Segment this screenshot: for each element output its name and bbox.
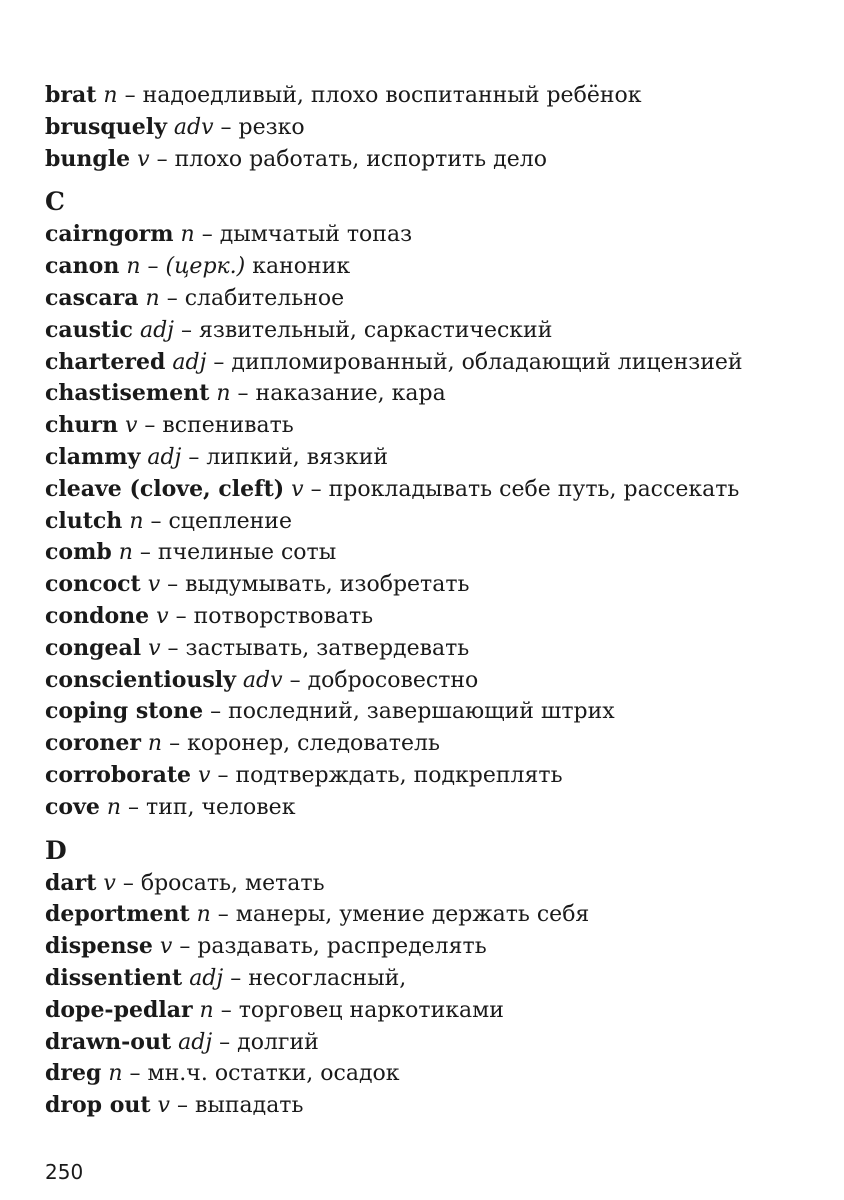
- letter-group: [45, 836, 815, 1122]
- definition: дымчатый топаз: [219, 222, 413, 248]
- headword: coping stone: [45, 698, 204, 725]
- definition: несогласный,: [248, 965, 407, 991]
- letter-group: [45, 80, 815, 175]
- headword: cairngorm: [45, 221, 174, 248]
- glossary-entry: coping stone – последний, завершающий штрих: [45, 698, 615, 725]
- definition: застывать, затвердевать: [185, 635, 470, 661]
- glossary-entry: chartered adj – дипломированный, обладающий лицензией: [45, 348, 743, 375]
- part-of-speech: v: [147, 572, 161, 598]
- glossary-entry: corroborate v – подтверждать, подкреплять: [45, 761, 563, 788]
- definition: дипломированный, обладающий лицензией: [231, 349, 743, 375]
- definition: подтверждать, подкреплять: [235, 762, 563, 788]
- definition: надоедливый, плохо воспитанный ребёнок: [142, 83, 642, 108]
- headword: dissentient: [45, 964, 183, 991]
- glossary-entry: clutch n – сцепление: [45, 507, 292, 534]
- part-of-speech: adj: [139, 317, 174, 343]
- glossary-page: [45, 80, 815, 1122]
- headword: caustic: [45, 316, 133, 343]
- part-of-speech: n: [145, 285, 160, 311]
- glossary-entry: cleave (clove, cleft) v – прокладывать себе путь, рассекать: [45, 475, 740, 502]
- definition: потворствовать: [193, 603, 374, 629]
- part-of-speech: v: [198, 762, 211, 788]
- headword: drawn-out: [45, 1028, 172, 1055]
- headword: cleave (clove, cleft): [45, 475, 285, 502]
- definition: пчелиные соты: [157, 540, 337, 566]
- definition: прокладывать себе путь, рассекать: [328, 476, 740, 502]
- glossary-entry: brusquely adv – резко: [45, 113, 305, 140]
- glossary-entry: canon n – (церк.) каноник: [45, 253, 351, 280]
- glossary-entry: dope-pedlar n – торговец наркотиками: [45, 996, 504, 1023]
- definition: выпадать: [194, 1093, 304, 1119]
- part-of-speech: v: [103, 870, 116, 896]
- definition: долгий: [237, 1029, 319, 1055]
- part-of-speech: n: [129, 508, 144, 534]
- definition: выдумывать, изобретать: [185, 572, 470, 598]
- headword: churn: [45, 412, 118, 439]
- headword: coroner: [45, 730, 141, 757]
- part-of-speech: v: [291, 476, 304, 502]
- headword: dreg: [45, 1060, 102, 1087]
- part-of-speech: n: [126, 254, 141, 280]
- part-of-speech: n: [180, 222, 195, 248]
- part-of-speech: v: [137, 146, 150, 172]
- glossary-entry: drawn-out adj – долгий: [45, 1028, 319, 1055]
- usage-note: (церк.): [165, 254, 246, 280]
- definition: коронер, следователь: [187, 731, 440, 757]
- glossary-entry: bungle v – плохо работать, испортить дело: [45, 145, 547, 172]
- glossary-entry: clammy adj – липкий, вязкий: [45, 443, 389, 470]
- definition: последний, завершающий штрих: [228, 699, 615, 725]
- glossary-entry: churn v – вспенивать: [45, 412, 294, 439]
- definition: каноник: [252, 254, 351, 280]
- glossary-entry: cove n – тип, человек: [45, 793, 296, 820]
- glossary-entry: drop out v – выпадать: [45, 1092, 304, 1119]
- headword: concoct: [45, 571, 141, 598]
- glossary-entry: concoct v – выдумывать, изобретать: [45, 571, 470, 598]
- glossary-entry: dissentient adj – несогласный,: [45, 964, 407, 991]
- headword: clammy: [45, 443, 141, 470]
- section-letter-heading: C: [45, 187, 65, 217]
- definition: вспенивать: [162, 413, 294, 439]
- part-of-speech: adj: [172, 349, 207, 375]
- glossary-entry: dispense v – раздавать, распределять: [45, 933, 487, 960]
- headword: condone: [45, 602, 150, 629]
- glossary-entry: cairngorm n – дымчатый топаз: [45, 221, 413, 248]
- definition: манеры, умение держать себя: [235, 902, 590, 928]
- part-of-speech: adj: [147, 444, 182, 470]
- definition: наказание, кара: [255, 381, 446, 407]
- definition: язвительный, саркастический: [198, 317, 553, 343]
- part-of-speech: n: [118, 540, 133, 566]
- part-of-speech: v: [159, 934, 173, 960]
- headword: cascara: [45, 284, 139, 311]
- part-of-speech: n: [199, 997, 214, 1023]
- headword: chastisement: [45, 380, 210, 407]
- glossary-entry: dart v – бросать, метать: [45, 869, 325, 896]
- headword: clutch: [45, 507, 123, 534]
- glossary-entry: deportment n – манеры, умение держать себя: [45, 901, 590, 928]
- definition: раздавать, распределять: [197, 934, 487, 960]
- part-of-speech: v: [124, 413, 138, 439]
- headword: cove: [45, 793, 100, 820]
- page-number: 250: [45, 1160, 84, 1184]
- headword: chartered: [45, 348, 166, 375]
- part-of-speech: n: [216, 381, 231, 407]
- letter-group: [45, 187, 815, 823]
- part-of-speech: v: [148, 635, 161, 661]
- glossary-entry: comb n – пчелиные соты: [45, 539, 337, 566]
- glossary-entry: chastisement n – наказание, кара: [45, 380, 446, 407]
- headword: brat: [45, 82, 97, 108]
- part-of-speech: adj: [178, 1029, 213, 1055]
- headword: dispense: [45, 933, 153, 960]
- headword: brusquely: [45, 113, 167, 140]
- part-of-speech: n: [108, 1061, 123, 1087]
- glossary-entry: coroner n – коронер, следователь: [45, 730, 440, 757]
- part-of-speech: n: [106, 794, 122, 820]
- part-of-speech: adv: [242, 667, 283, 693]
- glossary-entry: brat n – надоедливый, плохо воспитанный ребёнок: [45, 82, 642, 108]
- definition: сцепление: [168, 508, 292, 534]
- part-of-speech: adv: [173, 114, 214, 140]
- part-of-speech: v: [157, 1093, 170, 1119]
- definition: липкий, вязкий: [206, 444, 389, 470]
- headword: dope-pedlar: [45, 996, 193, 1023]
- headword: comb: [45, 539, 112, 566]
- glossary-entry: conscientiously adv – добросовестно: [45, 666, 479, 693]
- section-letter-heading: D: [45, 835, 67, 865]
- glossary-entry: cascara n – слабительное: [45, 284, 345, 311]
- headword: canon: [45, 253, 120, 280]
- part-of-speech: v: [156, 603, 169, 629]
- glossary-entry: congeal v – застывать, затвердевать: [45, 634, 470, 661]
- definition: добросовестно: [307, 667, 479, 693]
- headword: dart: [45, 869, 97, 896]
- part-of-speech: adj: [189, 965, 224, 991]
- glossary-entry: dreg n – мн.ч. остатки, осадок: [45, 1060, 400, 1087]
- glossary-entry: condone v – потворствовать: [45, 602, 374, 629]
- part-of-speech: n: [147, 731, 163, 757]
- part-of-speech: n: [196, 902, 211, 928]
- headword: congeal: [45, 634, 142, 661]
- headword: bungle: [45, 145, 131, 172]
- definition: тип, человек: [146, 794, 296, 820]
- headword: conscientiously: [45, 666, 236, 693]
- definition: резко: [238, 114, 305, 140]
- headword: deportment: [45, 901, 190, 928]
- headword: drop out: [45, 1092, 151, 1119]
- definition: плохо работать, испортить дело: [174, 146, 547, 172]
- definition: бросать, метать: [140, 870, 325, 896]
- part-of-speech: n: [103, 83, 118, 108]
- definition: торговец наркотиками: [238, 997, 504, 1023]
- definition: слабительное: [184, 285, 345, 311]
- headword: corroborate: [45, 761, 191, 788]
- definition: мн.ч. остатки, осадок: [147, 1061, 400, 1087]
- glossary-entry: caustic adj – язвительный, саркастический: [45, 316, 553, 343]
